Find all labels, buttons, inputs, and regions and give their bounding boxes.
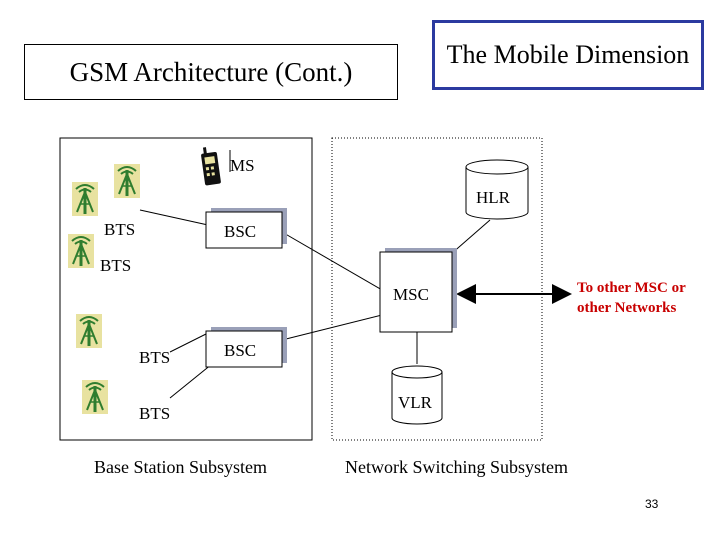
external-line-2: other Networks bbox=[577, 300, 677, 316]
ms-label: MS bbox=[230, 156, 255, 175]
page-number: 33 bbox=[645, 497, 659, 511]
antenna-icon bbox=[72, 182, 98, 216]
nss-caption: Network Switching Subsystem bbox=[345, 457, 568, 477]
vlr-label: VLR bbox=[398, 393, 432, 412]
bts-label-2: BTS bbox=[100, 256, 132, 275]
mobile-phone-icon bbox=[200, 146, 221, 186]
antenna-icon bbox=[114, 164, 140, 198]
external-line-1: To other MSC or bbox=[577, 280, 686, 296]
slide-title: GSM Architecture (Cont.) bbox=[24, 44, 398, 100]
bss-caption: Base Station Subsystem bbox=[94, 457, 268, 477]
slide-subtitle-box: The Mobile Dimension bbox=[432, 20, 704, 90]
external-networks-label bbox=[577, 278, 686, 318]
hlr-label: HLR bbox=[476, 188, 510, 207]
bts-label-4: BTS bbox=[139, 404, 171, 423]
antenna-icon bbox=[68, 234, 94, 268]
bts-bsc-bottom-link-1 bbox=[170, 333, 208, 352]
bts-bsc-top-link bbox=[140, 210, 208, 225]
bsc-top-label: BSC bbox=[224, 222, 257, 241]
bsc-bottom-label: BSC bbox=[224, 341, 257, 360]
bts-bsc-bottom-link-2 bbox=[170, 364, 212, 398]
bts-label-1: BTS bbox=[104, 220, 136, 239]
bts-label-3: BTS bbox=[139, 348, 171, 367]
antenna-icon bbox=[76, 314, 102, 348]
antenna-icon bbox=[82, 380, 108, 414]
msc-label: MSC bbox=[393, 285, 429, 304]
